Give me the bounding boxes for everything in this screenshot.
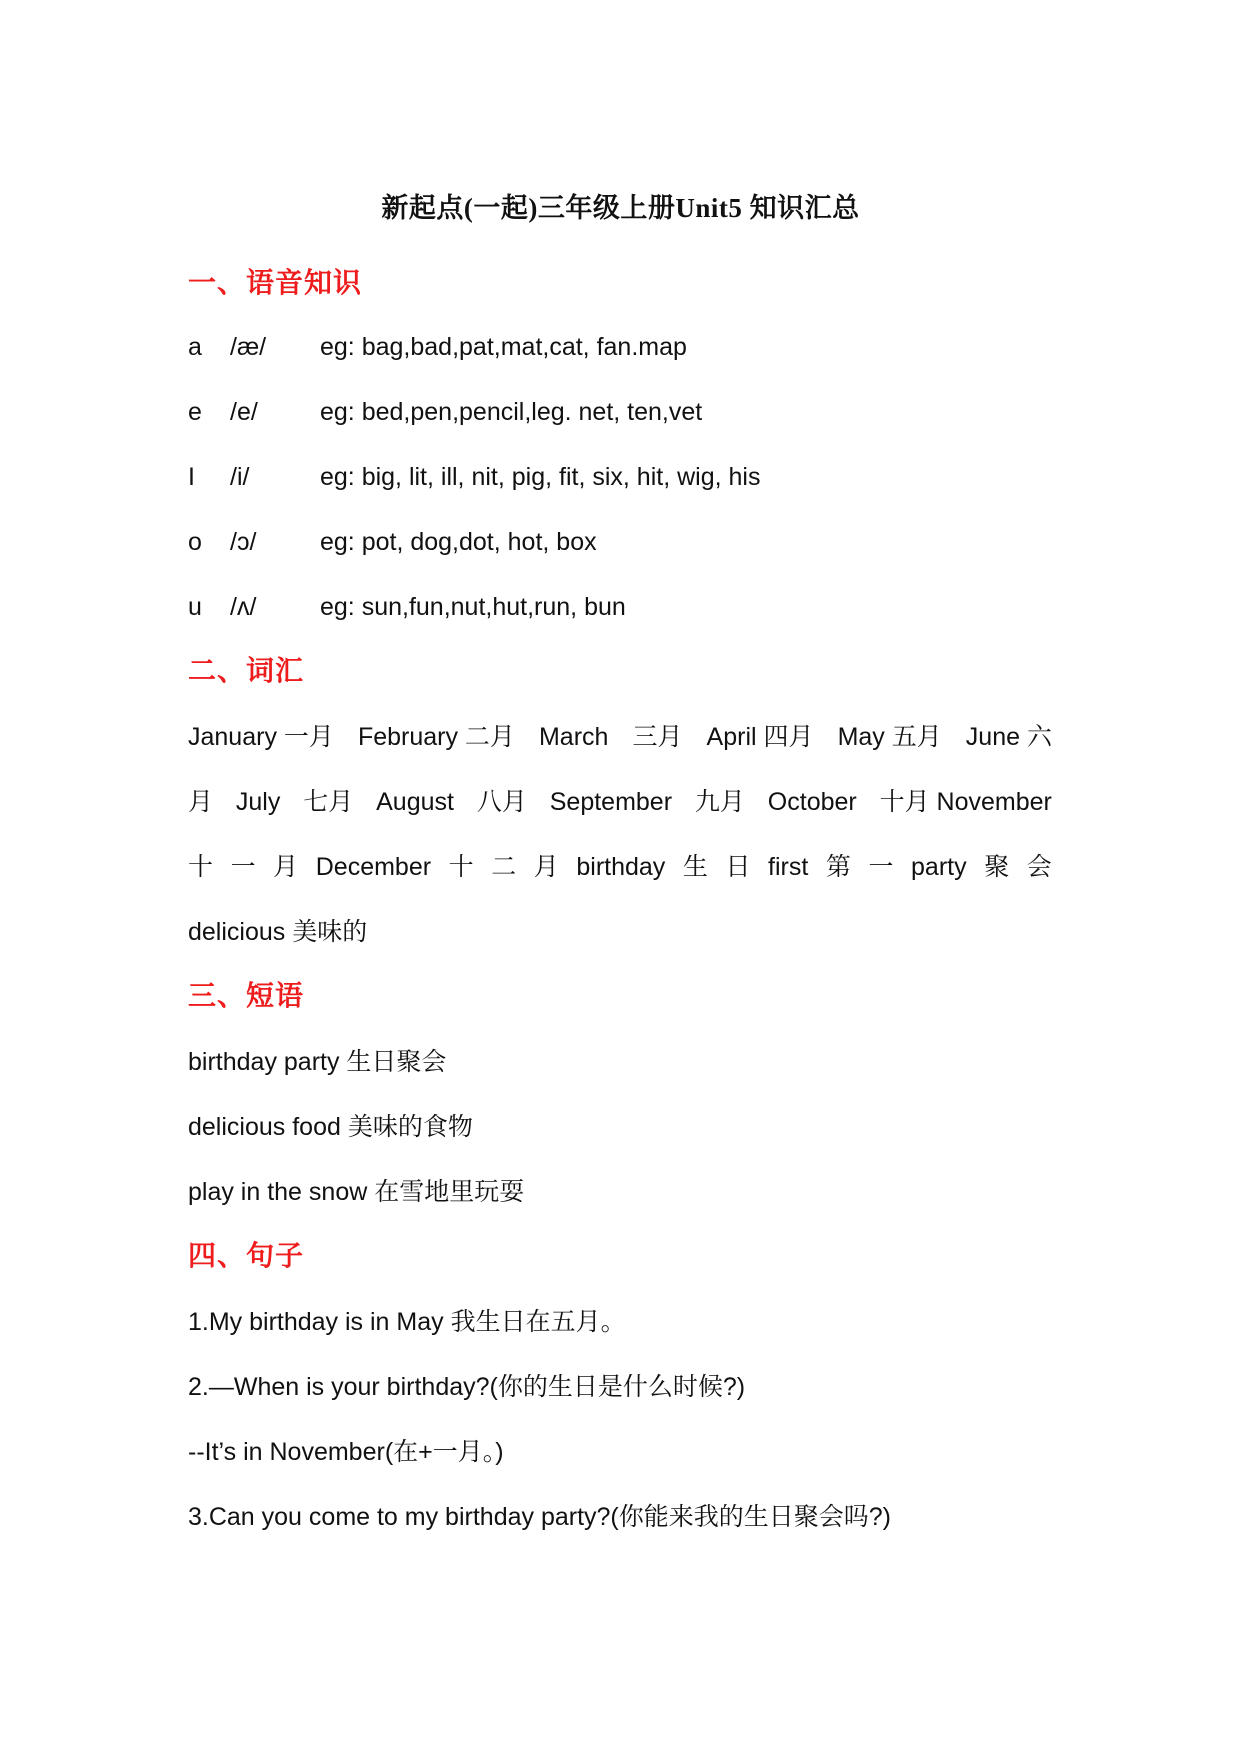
section-heading-vocabulary: 二、词汇	[188, 656, 305, 687]
vocab-word: April 四月	[706, 723, 814, 751]
vocab-word: birthday	[576, 853, 666, 881]
phrase-item: birthday party 生日聚会	[188, 1048, 447, 1076]
phonics-ipa: /ʌ/	[230, 593, 257, 621]
phonics-ipa: /i/	[230, 463, 250, 491]
sentence-item: 3.Can you come to my birthday party?(你能来我的生日聚会吗?)	[188, 1503, 891, 1531]
vocab-word: July	[235, 788, 281, 816]
phonics-letter: I	[188, 463, 195, 491]
phonics-letter: a	[188, 333, 202, 361]
sentence-item: 2.—When is your birthday?(你的生日是什么时候?)	[188, 1373, 746, 1401]
phonics-letter: o	[188, 528, 202, 556]
vocab-word: January 一月	[188, 723, 334, 751]
vocab-word: delicious 美味的	[188, 918, 368, 946]
section-heading-phonics: 一、语音知识	[188, 268, 363, 299]
vocab-word: 八月	[476, 788, 527, 816]
vocab-word: 十	[188, 853, 214, 881]
vocab-word: 一	[868, 853, 894, 881]
vocab-word: 九月	[694, 788, 745, 816]
vocab-word: 一	[230, 853, 256, 881]
phonics-examples: eg: pot, dog,dot, hot, box	[320, 528, 597, 556]
phonics-examples: eg: big, lit, ill, nit, pig, fit, six, hit, wig, his	[320, 463, 761, 491]
vocabulary-line	[188, 782, 1052, 822]
vocab-word: first	[768, 853, 809, 881]
vocab-word: 聚	[984, 853, 1010, 881]
vocab-word: 月	[188, 788, 214, 816]
phonics-examples: eg: sun,fun,nut,hut,run, bun	[320, 593, 626, 621]
vocab-word: February 二月	[357, 723, 515, 751]
vocab-word: party	[911, 853, 967, 881]
vocab-word: 月	[533, 853, 559, 881]
vocab-word: 生	[682, 853, 708, 881]
vocab-word: 会	[1026, 853, 1052, 881]
section-heading-phrases: 三、短语	[188, 981, 305, 1012]
vocab-word: 十月 November	[879, 788, 1052, 816]
vocab-word: August	[376, 788, 454, 816]
vocab-word: 日	[725, 853, 751, 881]
section-heading-sentences: 四、句子	[188, 1241, 305, 1272]
phonics-examples: eg: bed,pen,pencil,leg. net, ten,vet	[320, 398, 703, 426]
sentence-item: --It’s in November(在+一月。)	[188, 1438, 504, 1466]
vocab-word: 二	[491, 853, 517, 881]
vocabulary-line	[188, 912, 1052, 952]
vocab-word: December	[315, 853, 432, 881]
vocab-word: 三月	[632, 723, 683, 751]
vocabulary-line	[188, 847, 1052, 887]
phonics-letter: e	[188, 398, 202, 426]
sentence-item: 1.My birthday is in May 我生日在五月。	[188, 1308, 626, 1336]
vocabulary-line	[188, 717, 1052, 757]
phonics-ipa: /ɔ/	[230, 528, 257, 556]
phonics-letter: u	[188, 593, 202, 621]
phonics-ipa: /e/	[230, 398, 258, 426]
phonics-examples: eg: bag,bad,pat,mat,cat, fan.map	[320, 333, 687, 361]
vocab-word: 月	[273, 853, 299, 881]
page-title: 新起点(一起)三年级上册Unit5 知识汇总	[381, 193, 860, 223]
phrase-item: play in the snow 在雪地里玩耍	[188, 1178, 525, 1206]
phonics-ipa: /æ/	[230, 333, 267, 361]
vocab-word: 七月	[303, 788, 354, 816]
phrase-item: delicious food 美味的食物	[188, 1113, 473, 1141]
vocab-word: 十	[448, 853, 474, 881]
vocab-word: March	[538, 723, 609, 751]
vocab-word: September	[549, 788, 673, 816]
vocab-word: May 五月	[837, 723, 942, 751]
vocab-word: June 六	[965, 723, 1052, 751]
vocab-word: October	[767, 788, 857, 816]
vocab-word: 第	[825, 853, 851, 881]
